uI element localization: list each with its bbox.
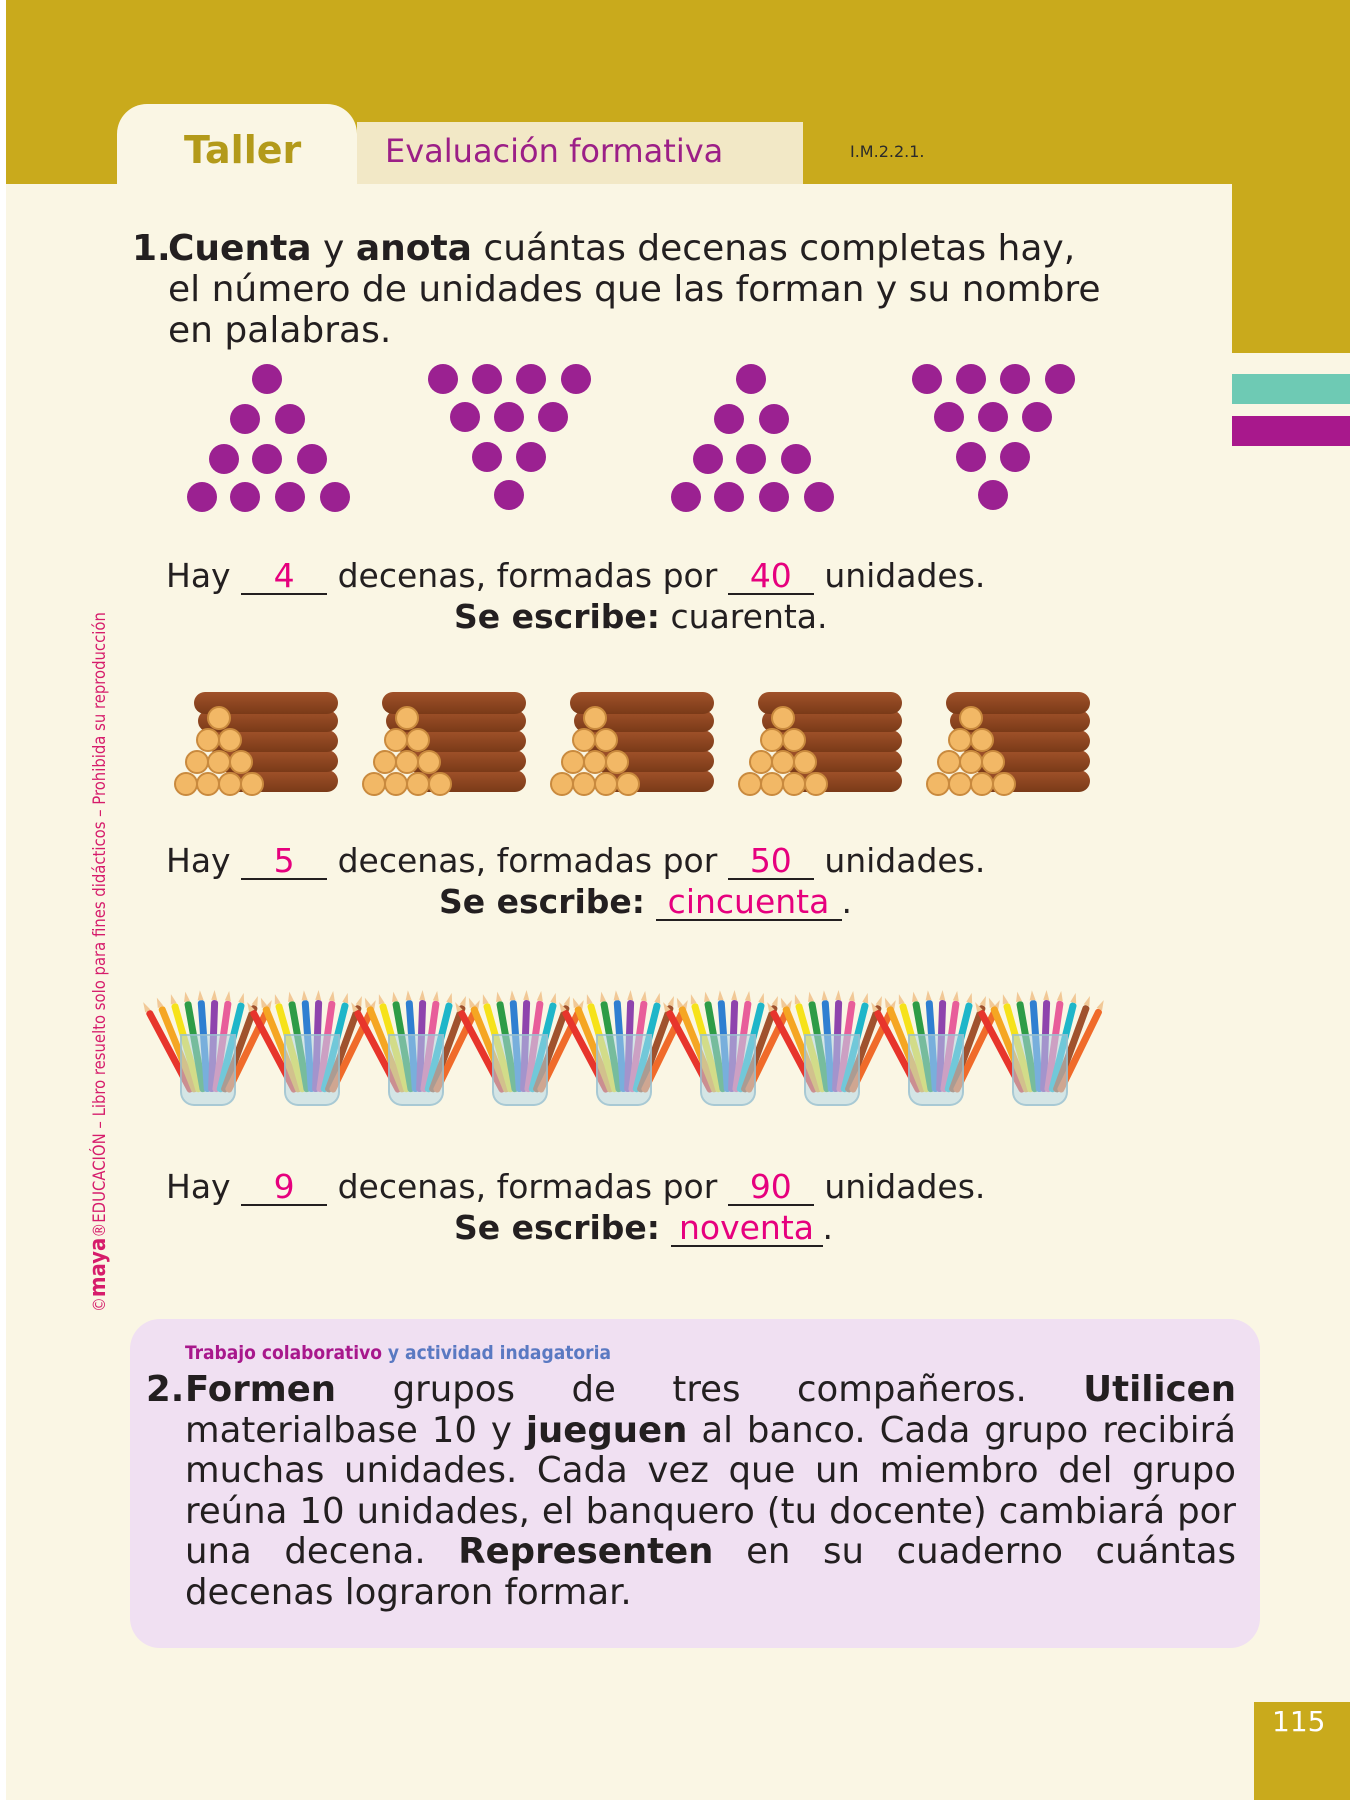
box-tag (185, 1342, 611, 1364)
pencil-cup-icon (686, 960, 770, 1110)
verb-cuenta: Cuenta (168, 228, 312, 269)
question-rest: cuántas decenas completas hay, el número de unidades que las forman y su nombre en palabras. (168, 228, 1101, 351)
question-text (185, 1370, 1236, 1613)
text-2: materialbase 10 y (185, 1409, 526, 1451)
group1-line1 (166, 556, 985, 595)
pencil-cup-icon (166, 960, 250, 1110)
tab-taller-label: Taller (184, 128, 302, 172)
question-number: 1. (132, 228, 171, 269)
log-stack-icon (920, 680, 1090, 800)
verb-jueguen: jueguen (525, 1409, 688, 1451)
pencil-cup-icon (478, 960, 562, 1110)
group2-line1 (166, 841, 985, 880)
log-stack-icon (356, 680, 526, 800)
question-2 (146, 1370, 1236, 1613)
dot-triangle-up-2 (671, 364, 836, 514)
dot-triangle-up-1 (187, 364, 352, 514)
word-answer: cincuenta (656, 885, 842, 921)
dot-triangle-down-1 (428, 364, 593, 514)
decenas-answer: 4 (241, 559, 327, 595)
tag-conj: y (381, 1342, 406, 1364)
hay-label: Hay (166, 556, 231, 595)
se-escribe-label: Se escribe: (454, 597, 661, 636)
unidades-answer: 90 (728, 1170, 814, 1206)
page-number: 115 (1272, 1705, 1326, 1738)
period: . (822, 1208, 834, 1247)
verb-representen: Representen (458, 1531, 714, 1572)
magenta-stripe (1232, 416, 1350, 446)
question-1 (132, 228, 1112, 351)
question-number: 2. (146, 1369, 185, 1410)
registered-symbol: ® (90, 1222, 109, 1238)
se-escribe-label: Se escribe: (454, 1208, 661, 1247)
hay-label: Hay (166, 1167, 231, 1206)
tab-evaluacion-label: Evaluación formativa (385, 132, 724, 170)
group3-line1 (166, 1167, 985, 1206)
right-band (1232, 184, 1350, 353)
tag-indagatoria: actividad indagatoria (405, 1342, 611, 1364)
unidades-answer: 50 (728, 844, 814, 880)
pencil-cup-icon (894, 960, 978, 1110)
period: . (841, 882, 853, 921)
group2-line2 (439, 882, 852, 921)
text-3: al banco. Cada grupo recibirá muchas unidades. Cada vez que un miembro del grupo reúna 10 unidades, el banquero (tu docente) cambiará por una decena. (185, 1409, 1236, 1572)
question-conj: y (311, 228, 356, 269)
unidades-label: unidades. (824, 1167, 986, 1206)
pencil-cup-icon (374, 960, 458, 1110)
word-answer: cuarenta. (670, 597, 828, 636)
decenas-label: decenas, formadas por (337, 1167, 718, 1206)
verb-anota: anota (355, 228, 472, 269)
dot-triangle-down-2 (912, 364, 1077, 514)
credit-text: EDUCACIÓN – Libro resuelto solo para fines didácticos – Prohibida su reproducción (90, 612, 109, 1223)
pencil-cup-icon (998, 960, 1082, 1110)
log-stacks-row (168, 680, 1098, 800)
log-stack-icon (544, 680, 714, 800)
verb-formen: Formen (185, 1369, 337, 1410)
decenas-label: decenas, formadas por (337, 556, 718, 595)
word-answer: noventa (671, 1211, 823, 1247)
brand-name: maya (86, 1237, 111, 1298)
group3-line2 (454, 1208, 833, 1247)
pencil-cup-icon (582, 960, 666, 1110)
text-4: en su cuaderno cuántas decenas lograron formar. (185, 1531, 1236, 1613)
log-stack-icon (168, 680, 338, 800)
unidades-label: unidades. (824, 841, 986, 880)
question-text (168, 228, 1112, 351)
teal-stripe (1232, 374, 1350, 404)
tag-colaborativo: Trabajo colaborativo (185, 1342, 382, 1364)
group1-line2 (454, 597, 828, 636)
curriculum-code: I.M.2.2.1. (850, 142, 925, 161)
decenas-label: decenas, formadas por (337, 841, 718, 880)
unidades-label: unidades. (824, 556, 986, 595)
copyright-symbol: © (90, 1297, 109, 1312)
verb-utilicen: Utilicen (1083, 1369, 1236, 1410)
decenas-answer: 9 (241, 1170, 327, 1206)
pencil-cup-icon (790, 960, 874, 1110)
pencil-cup-icon (270, 960, 354, 1110)
unidades-answer: 40 (728, 559, 814, 595)
hay-label: Hay (166, 841, 231, 880)
log-stack-icon (732, 680, 902, 800)
text-1: grupos de tres compañeros. (336, 1369, 1084, 1410)
pencil-cups-row (166, 960, 1106, 1110)
decenas-answer: 5 (241, 844, 327, 880)
side-credit (86, 612, 111, 1312)
se-escribe-label: Se escribe: (439, 882, 646, 921)
